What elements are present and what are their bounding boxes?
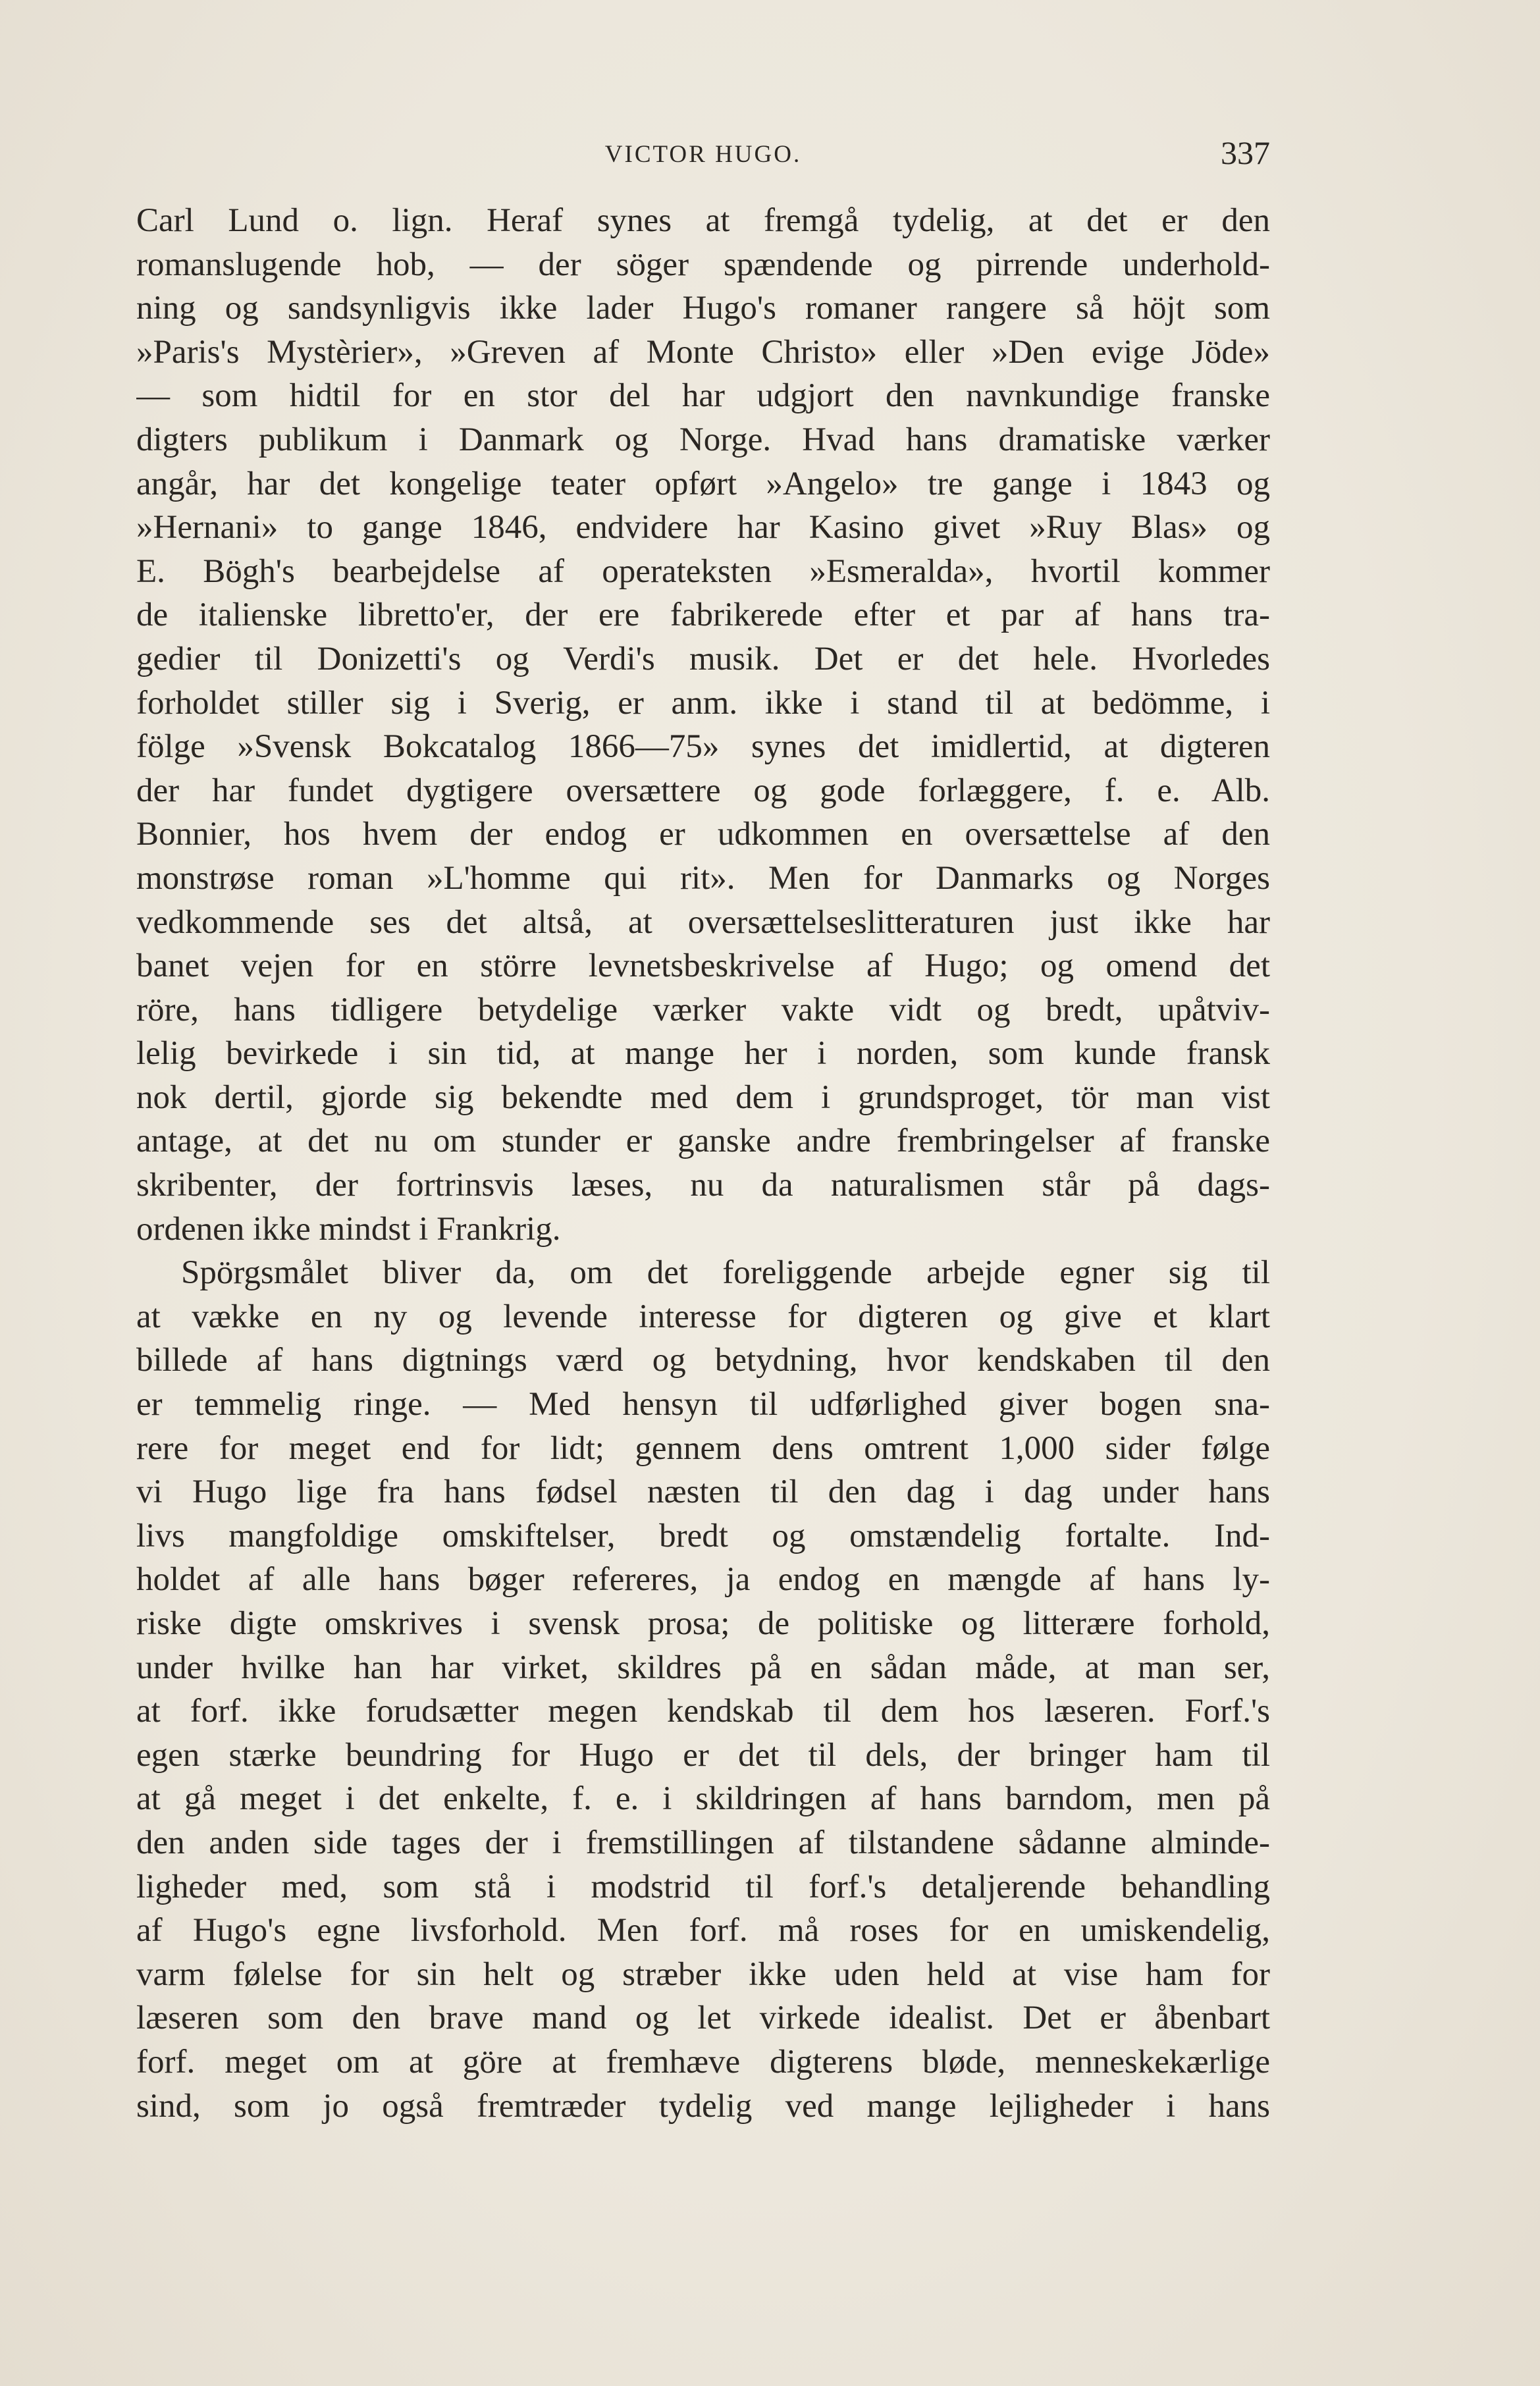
text-line: digters publikum i Danmark og Norge. Hvad hans dramatiske værker: [136, 421, 1270, 458]
body-text: [136, 199, 1270, 2128]
text-line: monstrøse roman »L'homme qui rit». Men for Danmarks og Norges: [136, 859, 1270, 897]
text-line: antage, at det nu om stunder er ganske andre frembringelser af franske: [136, 1123, 1270, 1160]
text-line: riske digte omskrives i svensk prosa; de politiske og litterære forhold,: [136, 1605, 1270, 1642]
text-line: at vække en ny og levende interesse for digteren og give et klart: [136, 1298, 1270, 1335]
text-line: skribenter, der fortrinsvis læses, nu da naturalismen står på dags-: [136, 1167, 1270, 1204]
text-line: livs mangfoldige omskiftelser, bredt og omstændelig fortalte. Ind-: [136, 1517, 1270, 1554]
text-line: angår, har det kongelige teater opført »Angelo» tre gange i 1843 og: [136, 465, 1270, 502]
text-line: fölge »Svensk Bokcatalog 1866—75» synes det imidlertid, at digteren: [136, 728, 1270, 766]
text-line: forholdet stiller sig i Sverig, er anm. ikke i stand til at bedömme, i: [136, 684, 1270, 722]
text-line: vedkommende ses det altså, at oversættelseslitteraturen just ikke har: [136, 903, 1270, 941]
text-line: forf. meget om at göre at fremhæve digterens bløde, menneskekærlige: [136, 2043, 1270, 2081]
text-line: at gå meget i det enkelte, f. e. i skildringen af hans barndom, men på: [136, 1780, 1270, 1818]
text-line: »Hernani» to gange 1846, endvidere har Kasino givet »Ruy Blas» og: [136, 509, 1270, 546]
text-line: romanslugende hob, — der söger spændende og pirrende underhold-: [136, 246, 1270, 283]
text-line: röre, hans tidligere betydelige værker vakte vidt og bredt, upåtviv-: [136, 991, 1270, 1028]
text-line: — som hidtil for en stor del har udgjort den navnkundige franske: [136, 377, 1270, 415]
paragraph-end-line: ordenen ikke mindst i Frankrig.: [136, 1210, 561, 1248]
text-line: der har fundet dygtigere oversættere og gode forlæggere, f. e. Alb.: [136, 772, 1270, 809]
text-line: af Hugo's egne livsforhold. Men forf. må roses for en umiskendelig,: [136, 1912, 1270, 1949]
text-line: under hvilke han har virket, skildres på en sådan måde, at man ser,: [136, 1649, 1270, 1686]
text-line: de italienske libretto'er, der ere fabrikerede efter et par af hans tra-: [136, 596, 1270, 634]
text-line: Carl Lund o. lign. Heraf synes at fremgå tydelig, at det er den: [136, 202, 1270, 239]
text-line: lelig bevirkede i sin tid, at mange her i norden, som kunde fransk: [136, 1035, 1270, 1073]
text-line: Bonnier, hos hvem der endog er udkommen en oversættelse af den: [136, 816, 1270, 853]
page-number: 337: [1221, 134, 1270, 171]
text-line: er temmelig ringe. — Med hensyn til udførlighed giver bogen sna-: [136, 1386, 1270, 1423]
text-line: banet vejen for en större levnetsbeskrivelse af Hugo; og omend det: [136, 947, 1270, 985]
text-line: varm følelse for sin helt og stræber ikke uden held at vise ham for: [136, 1955, 1270, 1993]
text-line: egen stærke beundring for Hugo er det til dels, der bringer ham til: [136, 1736, 1270, 1774]
text-line: nok dertil, gjorde sig bekendte med dem i grundsproget, tör man vist: [136, 1078, 1270, 1116]
text-line: rere for meget end for lidt; gennem dens omtrent 1,000 sider følge: [136, 1429, 1270, 1467]
text-line: holdet af alle hans bøger refereres, ja endog en mængde af hans ly-: [136, 1561, 1270, 1599]
text-line: at forf. ikke forudsætter megen kendskab til dem hos læseren. Forf.'s: [136, 1693, 1270, 1730]
text-line: E. Bögh's bearbejdelse af operateksten »Esmeralda», hvortil kommer: [136, 552, 1270, 590]
text-line: »Paris's Mystèrier», »Greven af Monte Christo» eller »Den evige Jöde»: [136, 333, 1270, 371]
text-line: ligheder med, som stå i modstrid til forf.'s detaljerende behandling: [136, 1868, 1270, 1905]
text-line: vi Hugo lige fra hans fødsel næsten til den dag i dag under hans: [136, 1473, 1270, 1511]
text-line: ning og sandsynligvis ikke lader Hugo's romaner rangere så höjt som: [136, 290, 1270, 327]
text-line: gedier til Donizetti's og Verdi's musik. Det er det hele. Hvorledes: [136, 640, 1270, 677]
paragraph-start-line: Spörgsmålet bliver da, om det foreliggende arbejde egner sig til: [181, 1254, 1270, 1292]
running-head: VICTOR HUGO.: [604, 141, 802, 168]
text-line: læseren som den brave mand og let virkede idealist. Det er åbenbart: [136, 2000, 1270, 2037]
text-line: billede af hans digtnings værd og betydning, hvor kendskaben til den: [136, 1342, 1270, 1379]
text-line: sind, som jo også fremtræder tydelig ved mange lejligheder i hans: [136, 2087, 1270, 2125]
text-line: den anden side tages der i fremstillingen af tilstandene sådanne alminde-: [136, 1824, 1270, 1861]
page-header: [136, 128, 1270, 181]
